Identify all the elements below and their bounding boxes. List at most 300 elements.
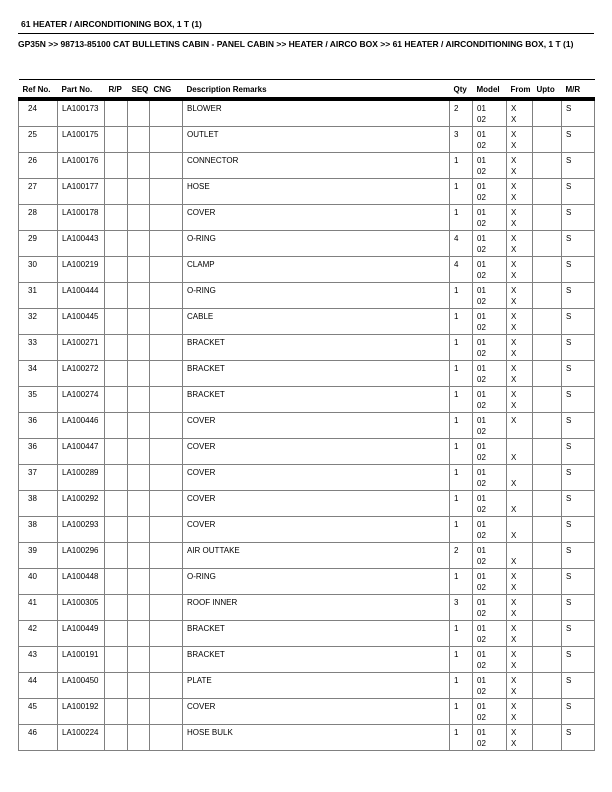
part-no-value: LA100224	[62, 728, 99, 737]
part-no-value: LA100443	[62, 234, 99, 243]
model-cell	[473, 699, 507, 725]
ref-no-cell	[19, 127, 58, 153]
seq-value	[132, 415, 148, 426]
cng-value	[154, 649, 181, 660]
from-line-2: X	[511, 219, 517, 228]
upto-cell	[533, 335, 562, 361]
description-value: BRACKET	[187, 650, 225, 659]
from-line-1: X	[511, 208, 517, 217]
seq-cell	[128, 439, 150, 465]
model-cell	[473, 413, 507, 439]
part-no-cell	[58, 673, 105, 699]
cng-cell	[150, 231, 183, 257]
upto-line-2	[537, 270, 560, 281]
upto-line-2	[537, 634, 560, 645]
cng-value	[154, 311, 181, 322]
upto-cell	[533, 517, 562, 543]
from-line-1	[511, 493, 531, 504]
part-no-value: LA100445	[62, 312, 99, 321]
upto-cell	[533, 153, 562, 179]
upto-line-2	[537, 192, 560, 203]
from-cell	[507, 569, 533, 595]
mr-value: S	[566, 104, 572, 113]
rp-value	[109, 337, 126, 348]
from-line-2: X	[511, 479, 517, 488]
upto-cell	[533, 725, 562, 751]
qty-value: 1	[454, 208, 459, 217]
ref-no-value: 36	[28, 442, 37, 451]
model-cell	[473, 231, 507, 257]
rp-value	[109, 493, 126, 504]
ref-no-cell	[19, 517, 58, 543]
cng-value	[154, 597, 181, 608]
part-no-cell	[58, 257, 105, 283]
upto-line-2	[537, 530, 560, 541]
table-row	[19, 543, 595, 569]
seq-value	[132, 181, 148, 192]
description-value: O-RING	[187, 572, 216, 581]
from-line-1: X	[511, 286, 517, 295]
model-line-1: 01	[477, 338, 486, 347]
model-line-2: 02	[477, 271, 486, 280]
model-cell	[473, 361, 507, 387]
mr-cell	[562, 99, 595, 127]
rp-value	[109, 467, 126, 478]
upto-line-2	[537, 426, 560, 437]
from-line-2	[511, 426, 531, 437]
title-divider	[18, 33, 594, 34]
ref-no-value: 24	[28, 104, 37, 113]
qty-cell	[450, 647, 473, 673]
upto-cell	[533, 231, 562, 257]
description-cell	[183, 699, 450, 725]
model-line-2: 02	[477, 505, 486, 514]
cng-value	[154, 727, 181, 738]
model-cell	[473, 439, 507, 465]
upto-line-1	[537, 103, 560, 114]
rp-value	[109, 103, 126, 114]
qty-cell	[450, 725, 473, 751]
mr-value: S	[566, 182, 572, 191]
rp-cell	[105, 99, 128, 127]
from-line-1	[511, 467, 531, 478]
seq-cell	[128, 153, 150, 179]
seq-cell	[128, 595, 150, 621]
ref-no-cell	[19, 439, 58, 465]
upto-cell	[533, 205, 562, 231]
seq-value	[132, 545, 148, 556]
part-no-value: LA100444	[62, 286, 99, 295]
description-value: COVER	[187, 520, 216, 529]
model-line-1: 01	[477, 650, 486, 659]
rp-value	[109, 285, 126, 296]
rp-value	[109, 571, 126, 582]
model-line-2: 02	[477, 141, 486, 150]
col-header-seq: SEQ	[128, 80, 150, 100]
ref-no-value: 26	[28, 156, 37, 165]
mr-value: S	[566, 364, 572, 373]
part-no-value: LA100175	[62, 130, 99, 139]
from-line-1: X	[511, 338, 517, 347]
description-value: CONNECTOR	[187, 156, 239, 165]
part-no-value: LA100449	[62, 624, 99, 633]
upto-line-1	[537, 129, 560, 140]
part-no-value: LA100293	[62, 520, 99, 529]
cng-cell	[150, 517, 183, 543]
part-no-value: LA100219	[62, 260, 99, 269]
part-no-cell	[58, 231, 105, 257]
cng-value	[154, 545, 181, 556]
from-line-2: X	[511, 453, 517, 462]
upto-line-1	[537, 415, 560, 426]
ref-no-value: 29	[28, 234, 37, 243]
description-value: BLOWER	[187, 104, 222, 113]
mr-value: S	[566, 416, 572, 425]
part-no-cell	[58, 595, 105, 621]
table-row	[19, 647, 595, 673]
rp-value	[109, 649, 126, 660]
from-cell	[507, 465, 533, 491]
parts-table-grid	[18, 79, 595, 751]
qty-value: 4	[454, 234, 459, 243]
model-cell	[473, 257, 507, 283]
table-row	[19, 725, 595, 751]
qty-cell	[450, 569, 473, 595]
model-cell	[473, 517, 507, 543]
upto-line-1	[537, 649, 560, 660]
upto-line-2	[537, 218, 560, 229]
mr-value: S	[566, 390, 572, 399]
cng-cell	[150, 179, 183, 205]
model-cell	[473, 647, 507, 673]
ref-no-value: 25	[28, 130, 37, 139]
part-no-value: LA100176	[62, 156, 99, 165]
cng-cell	[150, 309, 183, 335]
qty-cell	[450, 231, 473, 257]
model-line-2: 02	[477, 245, 486, 254]
rp-cell	[105, 127, 128, 153]
from-line-1: X	[511, 676, 517, 685]
model-cell	[473, 99, 507, 127]
upto-cell	[533, 413, 562, 439]
description-cell	[183, 231, 450, 257]
description-cell	[183, 543, 450, 569]
rp-cell	[105, 439, 128, 465]
table-row	[19, 205, 595, 231]
seq-value	[132, 103, 148, 114]
ref-no-value: 28	[28, 208, 37, 217]
ref-no-cell	[19, 153, 58, 179]
rp-cell	[105, 335, 128, 361]
rp-value	[109, 389, 126, 400]
mr-cell	[562, 309, 595, 335]
col-header-rp: R/P	[105, 80, 128, 100]
cng-cell	[150, 257, 183, 283]
upto-cell	[533, 257, 562, 283]
from-line-1: X	[511, 598, 517, 607]
from-cell	[507, 283, 533, 309]
qty-value: 1	[454, 416, 459, 425]
model-cell	[473, 309, 507, 335]
description-value: COVER	[187, 416, 216, 425]
description-value: BRACKET	[187, 338, 225, 347]
table-header-row	[19, 80, 595, 100]
rp-value	[109, 701, 126, 712]
table-row	[19, 231, 595, 257]
upto-line-2	[537, 712, 560, 723]
part-no-cell	[58, 543, 105, 569]
model-line-1: 01	[477, 182, 486, 191]
rp-cell	[105, 647, 128, 673]
ref-no-cell	[19, 673, 58, 699]
ref-no-cell	[19, 179, 58, 205]
from-line-2: X	[511, 245, 517, 254]
seq-value	[132, 519, 148, 530]
qty-value: 1	[454, 702, 459, 711]
upto-line-1	[537, 311, 560, 322]
cng-value	[154, 337, 181, 348]
table-row	[19, 413, 595, 439]
model-line-2: 02	[477, 375, 486, 384]
upto-cell	[533, 283, 562, 309]
qty-cell	[450, 699, 473, 725]
upto-line-2	[537, 452, 560, 463]
mr-cell	[562, 413, 595, 439]
table-row	[19, 387, 595, 413]
model-line-2: 02	[477, 583, 486, 592]
part-no-value: LA100271	[62, 338, 99, 347]
cng-cell	[150, 361, 183, 387]
ref-no-cell	[19, 465, 58, 491]
model-line-1: 01	[477, 676, 486, 685]
rp-cell	[105, 231, 128, 257]
model-line-1: 01	[477, 286, 486, 295]
from-line-2: X	[511, 297, 517, 306]
description-cell	[183, 491, 450, 517]
from-cell	[507, 517, 533, 543]
seq-value	[132, 571, 148, 582]
description-cell	[183, 153, 450, 179]
upto-line-2	[537, 322, 560, 333]
qty-cell	[450, 439, 473, 465]
table-row	[19, 595, 595, 621]
seq-value	[132, 493, 148, 504]
description-cell	[183, 257, 450, 283]
cng-value	[154, 701, 181, 712]
from-cell	[507, 439, 533, 465]
cng-cell	[150, 205, 183, 231]
upto-line-2	[537, 582, 560, 593]
description-cell	[183, 309, 450, 335]
qty-value: 1	[454, 728, 459, 737]
table-row	[19, 673, 595, 699]
mr-cell	[562, 153, 595, 179]
model-line-2: 02	[477, 115, 486, 124]
col-header-upto: Upto	[533, 80, 562, 100]
qty-value: 1	[454, 442, 459, 451]
from-cell	[507, 127, 533, 153]
description-value: COVER	[187, 442, 216, 451]
model-line-2: 02	[477, 713, 486, 722]
description-value: COVER	[187, 208, 216, 217]
model-cell	[473, 283, 507, 309]
from-line-1: X	[511, 364, 517, 373]
rp-value	[109, 623, 126, 634]
table-row	[19, 257, 595, 283]
cng-cell	[150, 283, 183, 309]
upto-line-1	[537, 207, 560, 218]
model-cell	[473, 569, 507, 595]
model-line-1: 01	[477, 546, 486, 555]
from-line-2: X	[511, 661, 517, 670]
from-line-1: X	[511, 312, 517, 321]
upto-cell	[533, 361, 562, 387]
part-no-value: LA100305	[62, 598, 99, 607]
cng-value	[154, 493, 181, 504]
rp-cell	[105, 413, 128, 439]
rp-value	[109, 441, 126, 452]
model-line-1: 01	[477, 390, 486, 399]
cng-value	[154, 155, 181, 166]
mr-value: S	[566, 234, 572, 243]
parts-table	[18, 79, 594, 751]
from-line-2: X	[511, 687, 517, 696]
upto-cell	[533, 595, 562, 621]
qty-cell	[450, 517, 473, 543]
cng-cell	[150, 387, 183, 413]
cng-cell	[150, 127, 183, 153]
cng-cell	[150, 647, 183, 673]
from-line-1	[511, 441, 531, 452]
table-row	[19, 621, 595, 647]
table-row	[19, 153, 595, 179]
mr-cell	[562, 647, 595, 673]
qty-value: 3	[454, 130, 459, 139]
seq-value	[132, 701, 148, 712]
seq-cell	[128, 673, 150, 699]
ref-no-value: 41	[28, 598, 37, 607]
from-cell	[507, 309, 533, 335]
mr-cell	[562, 517, 595, 543]
table-row	[19, 127, 595, 153]
ref-no-cell	[19, 491, 58, 517]
ref-no-cell	[19, 387, 58, 413]
cng-cell	[150, 465, 183, 491]
description-value: HOSE BULK	[187, 728, 233, 737]
part-no-cell	[58, 491, 105, 517]
from-line-1: X	[511, 416, 517, 425]
from-cell	[507, 647, 533, 673]
part-no-cell	[58, 179, 105, 205]
cng-value	[154, 415, 181, 426]
mr-value: S	[566, 156, 572, 165]
qty-value: 3	[454, 598, 459, 607]
part-no-cell	[58, 387, 105, 413]
seq-cell	[128, 491, 150, 517]
cng-value	[154, 181, 181, 192]
seq-cell	[128, 309, 150, 335]
description-cell	[183, 127, 450, 153]
qty-value: 1	[454, 624, 459, 633]
qty-value: 1	[454, 676, 459, 685]
mr-cell	[562, 543, 595, 569]
cng-value	[154, 623, 181, 634]
seq-value	[132, 155, 148, 166]
upto-line-1	[537, 571, 560, 582]
seq-value	[132, 259, 148, 270]
model-cell	[473, 543, 507, 569]
seq-cell	[128, 231, 150, 257]
ref-no-cell	[19, 569, 58, 595]
description-cell	[183, 673, 450, 699]
from-line-1: X	[511, 650, 517, 659]
from-line-2: X	[511, 271, 517, 280]
rp-value	[109, 415, 126, 426]
ref-no-value: 45	[28, 702, 37, 711]
qty-cell	[450, 257, 473, 283]
model-line-1: 01	[477, 364, 486, 373]
model-line-1: 01	[477, 312, 486, 321]
from-cell	[507, 387, 533, 413]
model-line-1: 01	[477, 702, 486, 711]
cng-value	[154, 285, 181, 296]
from-cell	[507, 491, 533, 517]
ref-no-value: 32	[28, 312, 37, 321]
ref-no-value: 40	[28, 572, 37, 581]
seq-cell	[128, 569, 150, 595]
model-cell	[473, 153, 507, 179]
model-cell	[473, 465, 507, 491]
description-cell	[183, 569, 450, 595]
ref-no-cell	[19, 231, 58, 257]
ref-no-value: 33	[28, 338, 37, 347]
mr-cell	[562, 491, 595, 517]
from-line-2: X	[511, 739, 517, 748]
part-no-cell	[58, 517, 105, 543]
mr-cell	[562, 465, 595, 491]
rp-value	[109, 545, 126, 556]
from-cell	[507, 595, 533, 621]
description-cell	[183, 387, 450, 413]
cng-value	[154, 363, 181, 374]
model-cell	[473, 595, 507, 621]
mr-value: S	[566, 494, 572, 503]
upto-line-1	[537, 675, 560, 686]
rp-value	[109, 129, 126, 140]
upto-cell	[533, 569, 562, 595]
seq-value	[132, 441, 148, 452]
model-line-1: 01	[477, 728, 486, 737]
rp-cell	[105, 699, 128, 725]
from-line-2: X	[511, 505, 517, 514]
upto-line-2	[537, 400, 560, 411]
model-cell	[473, 335, 507, 361]
qty-value: 1	[454, 312, 459, 321]
upto-line-2	[537, 244, 560, 255]
upto-line-2	[537, 738, 560, 749]
from-cell	[507, 179, 533, 205]
description-cell	[183, 205, 450, 231]
description-value: BRACKET	[187, 624, 225, 633]
model-line-2: 02	[477, 557, 486, 566]
part-no-value: LA100289	[62, 468, 99, 477]
cng-cell	[150, 335, 183, 361]
ref-no-cell	[19, 725, 58, 751]
from-line-1: X	[511, 156, 517, 165]
seq-cell	[128, 413, 150, 439]
from-cell	[507, 335, 533, 361]
upto-line-1	[537, 467, 560, 478]
